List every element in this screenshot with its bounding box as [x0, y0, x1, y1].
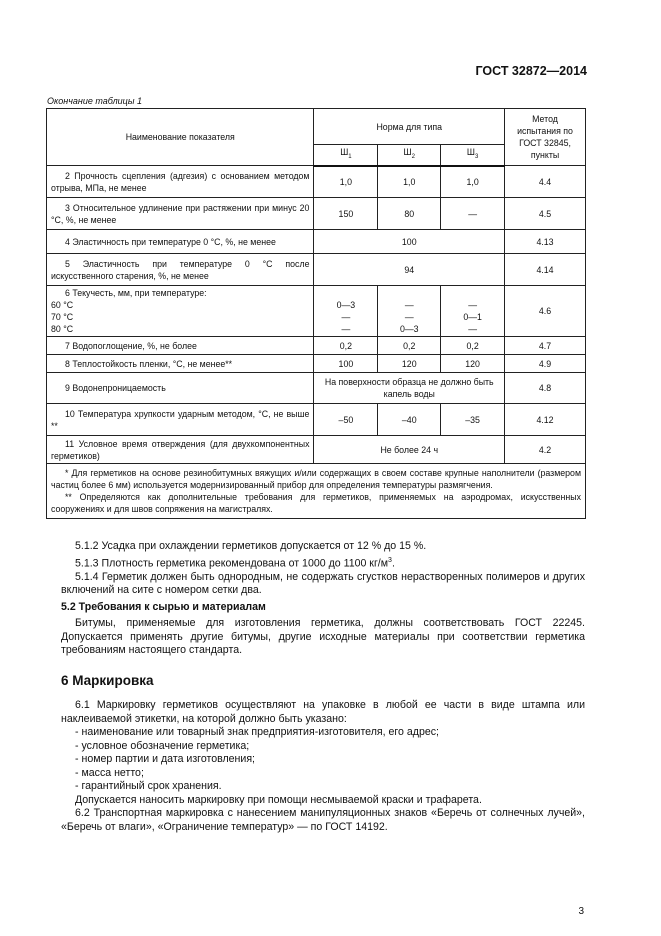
- row-method: 4.14: [505, 254, 586, 286]
- table-row: [47, 230, 586, 254]
- row-norm: 94: [314, 254, 505, 286]
- section-5-2-heading: 5.2 Требования к сырью и материалам: [61, 600, 266, 613]
- row-value: — 0—1 —: [441, 286, 505, 337]
- list-item: - гарантийный срок хранения.: [75, 780, 222, 793]
- row-method: 4.4: [505, 166, 586, 198]
- standard-header: ГОСТ 32872—2014: [475, 64, 587, 78]
- table-row: [47, 355, 586, 373]
- row-name: 9 Водонепроницаемость: [47, 373, 314, 404]
- table-row: [47, 436, 586, 464]
- row-name: 5 Эластичность при температуре 0 °С после искусственного старения, %, не менее: [47, 254, 314, 286]
- header-type-3: $Ш_3$: [441, 145, 505, 166]
- table-row: [47, 286, 586, 337]
- section-6-heading: 6 Маркировка: [61, 672, 154, 688]
- row-name: 11 Условное время отверждения (для двухкомпонентных герметиков): [47, 436, 314, 464]
- row-method: 4.13: [505, 230, 586, 254]
- row-sub-temp: 80 °С: [51, 324, 74, 334]
- page-number: 3: [578, 906, 584, 917]
- row-value: 1,0: [378, 166, 441, 198]
- row-value: — — 0—3: [378, 286, 441, 337]
- row-value: –35: [441, 404, 505, 436]
- footnote-1: * Для герметиков на основе резинобитумных вяжущих и/или содержащих в своем составе крупные наполнители (размером частиц более 6 мм) используется модернизированный прибор для определения температуры размягчения.: [51, 468, 581, 490]
- row-norm: 100: [314, 230, 505, 254]
- row-name: 4 Эластичность при температуре 0 °С, %, не менее: [47, 230, 314, 254]
- row-value: 0—3 — —: [314, 286, 378, 337]
- row-name: 8 Теплостойкость пленки, °С, не менее**: [47, 355, 314, 373]
- row-value: 0,2: [441, 337, 505, 355]
- list-item: - масса нетто;: [75, 766, 144, 779]
- row-method: 4.8: [505, 373, 586, 404]
- header-type-2: $Ш_2$: [378, 145, 441, 166]
- header-type-1: $Ш_1$: [314, 145, 378, 166]
- table-row: [47, 166, 586, 198]
- paragraph-6-2: 6.2 Транспортная маркировка с нанесением манипуляционных знаков «Беречь от солнечных лучей», «Беречь от влаги», «Ограничение температур» — по ГОСТ 14192.: [61, 807, 585, 833]
- row-value: 1,0: [441, 166, 505, 198]
- header-norm: Норма для типа: [314, 109, 505, 145]
- row-value: 120: [378, 355, 441, 373]
- paragraph-5-1-4: 5.1.4 Герметик должен быть однородным, не содержать сгустков нерастворенных полимеров и других включений на сите с номером сетки два.: [61, 570, 585, 597]
- row-sub-temp: 60 °С: [51, 300, 74, 310]
- row-value: 0,2: [314, 337, 378, 355]
- row-method: 4.12: [505, 404, 586, 436]
- row-method: 4.6: [505, 286, 586, 337]
- row-name: 2 Прочность сцепления (адгезия) с основанием методом отрыва, МПа, не менее: [47, 166, 314, 198]
- table-row: [47, 373, 586, 404]
- row-value: 80: [378, 198, 441, 230]
- list-item: - номер партии и дата изготовления;: [75, 753, 256, 766]
- paragraph-5-2: Битумы, применяемые для изготовления герметика, должны соответствовать ГОСТ 22245. Допускается применять другие битумы, другие исходные материалы при соответствии герметика требованиям настоящего стандарта.: [61, 617, 585, 657]
- paragraph-5-1-3: 5.1.3 Плотность герметика рекомендована от 1000 до 1100 $кг/м^3$.: [75, 556, 395, 570]
- row-norm: На поверхности образца не должно быть капель воды: [314, 373, 505, 404]
- row-sub-temp: 70 °С: [51, 312, 74, 322]
- row-value: —: [441, 198, 505, 230]
- paragraph-5-1-2: 5.1.2 Усадка при охлаждении герметиков допускается от 12 % до 15 %.: [75, 540, 427, 552]
- row-value: 100: [314, 355, 378, 373]
- paragraph-6-1-note: Допускается наносить маркировку при помощи несмываемой краски и трафарета.: [75, 793, 482, 806]
- row-method: 4.9: [505, 355, 586, 373]
- table-row: [47, 198, 586, 230]
- table-row: [47, 404, 586, 436]
- header-name: Наименование показателя: [47, 109, 314, 166]
- table-row: [47, 337, 586, 355]
- paragraph-6-1: 6.1 Маркировку герметиков осуществляют на упаковке в любой ее части в виде штампа или наклеиваемой этикетки, на которой должно быть указано:: [61, 699, 585, 725]
- row-name: 10 Температура хрупкости ударным методом, °С, не выше **: [47, 404, 314, 436]
- row-value: 150: [314, 198, 378, 230]
- list-item: - наименование или товарный знак предприятия-изготовителя, его адрес;: [75, 726, 439, 739]
- table-footnotes: [47, 464, 586, 519]
- row-name: 3 Относительное удлинение при растяжении при минус 20 °С, %, не менее: [47, 198, 314, 230]
- header-method: Метод испытания по ГОСТ 32845, пункты: [505, 109, 586, 166]
- table-caption: Окончание таблицы 1: [47, 96, 142, 106]
- footnote-2: ** Определяются как дополнительные требования для герметиков, применяемых на аэродромах, искусственных сооружениях и для швов сопряжения на магистралях.: [51, 492, 581, 514]
- table-row: [47, 254, 586, 286]
- row-value: –50: [314, 404, 378, 436]
- row-value: –40: [378, 404, 441, 436]
- list-item: - условное обозначение герметика;: [75, 739, 250, 752]
- row-name: 6 Текучесть, мм, при температуре: 60 °С 70 °С 80 °С: [47, 286, 314, 337]
- properties-table: [46, 108, 586, 519]
- row-method: 4.5: [505, 198, 586, 230]
- row-method: 4.7: [505, 337, 586, 355]
- row-method: 4.2: [505, 436, 586, 464]
- row-name: 7 Водопоглощение, %, не более: [47, 337, 314, 355]
- row-value: 1,0: [314, 166, 378, 198]
- row-value: 0,2: [378, 337, 441, 355]
- body-text: [61, 540, 585, 834]
- row-norm: Не более 24 ч: [314, 436, 505, 464]
- row-value: 120: [441, 355, 505, 373]
- marking-list: [61, 726, 585, 794]
